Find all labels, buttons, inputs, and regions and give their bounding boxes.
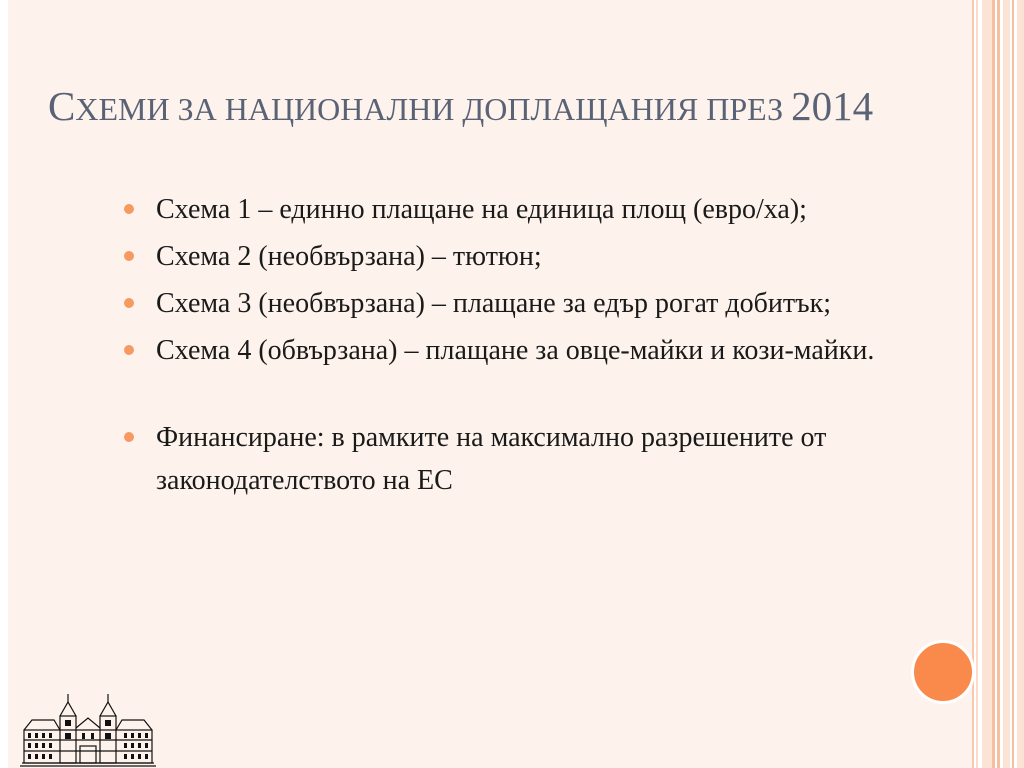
left-margin — [0, 0, 8, 768]
bullet-item — [123, 282, 943, 325]
decorative-stripe — [1012, 0, 1014, 768]
bullet-item — [123, 188, 943, 231]
decorative-stripe — [982, 0, 992, 768]
slide-title — [48, 82, 968, 133]
decorative-stripe — [1003, 0, 1010, 768]
bullet-text: Схема 2 (необвързана) – тютюн; — [156, 241, 542, 272]
bullet-list — [123, 188, 943, 506]
bullet-icon — [124, 251, 134, 261]
bullet-text: Схема 4 (обвързана) – плащане за овце-майки и кози-майки. — [156, 335, 875, 366]
decorative-stripe — [972, 0, 974, 768]
title-initial: С — [48, 83, 76, 129]
bullet-icon — [124, 345, 134, 355]
decorative-circle-icon — [911, 640, 975, 704]
bullet-text: Финансиране: в рамките на максимално разрешените от законодателството на ЕС — [156, 422, 827, 496]
decorative-stripe — [976, 0, 978, 768]
title-year: 2014 — [791, 83, 874, 129]
bullet-icon — [124, 432, 134, 442]
decorative-stripe — [997, 0, 1000, 768]
bullet-icon — [124, 298, 134, 308]
bullet-item — [123, 235, 943, 278]
bullet-icon — [124, 204, 134, 214]
decorative-stripe — [992, 0, 995, 768]
bullet-text: Схема 1 – единно плащане на единица площ (евро/ха); — [156, 194, 807, 225]
bullet-item — [123, 416, 943, 502]
title-text: ХЕМИ ЗА НАЦИОНАЛНИ ДОПЛАЩАНИЯ ПРЕЗ — [75, 91, 792, 127]
building-logo-icon — [20, 690, 156, 768]
decorative-stripe — [1017, 0, 1024, 768]
bullet-item — [123, 329, 943, 372]
bullet-text: Схема 3 (необвързана) – плащане за едър рогат добитък; — [156, 288, 831, 319]
